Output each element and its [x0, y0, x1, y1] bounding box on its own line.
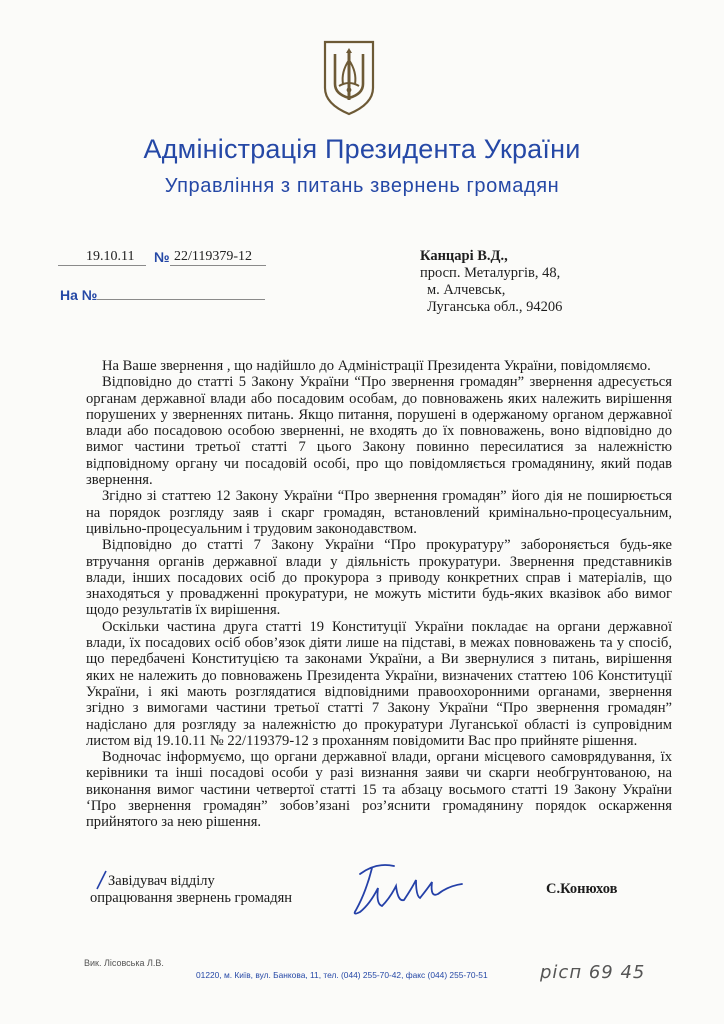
letter-number: 22/119379-12 — [174, 249, 253, 264]
department-name: Управління з питань звернень громадян — [164, 175, 560, 197]
recipient-name: Канцарі В.Д., — [420, 248, 508, 264]
recipient-city: м. Алчевськ, — [427, 282, 506, 298]
handwritten-registration-note: рісп 69 45 — [540, 962, 646, 983]
letter-body — [86, 358, 672, 831]
body-paragraph: Відповідно до статті 7 Закону України “Про прокуратуру” забороняється будь-яке втручання органів державної влади у діяльність прокуратури. Звернення представників влади, інших посадових осіб до прокурора з приводу конкретних справ і матеріалів, що знаходяться у провадженні прокуратури, не можуть містити будь-яких вказівок або вимог щодо результатів їх вирішення. — [86, 537, 672, 619]
in-reply-label: На № — [60, 287, 98, 303]
recipient-region: Луганська обл., 94206 — [427, 299, 563, 315]
in-reply-underline — [97, 299, 265, 300]
footer-address: 01220, м. Київ, вул. Банкова, 11, тел. (044) 255-70-42, факс (044) 255-70-51 — [196, 970, 488, 980]
ink-tick-mark — [94, 870, 108, 890]
trident-emblem-icon — [321, 38, 377, 118]
signer-name: С.Конюхов — [546, 881, 618, 897]
body-paragraph: На Ваше звернення , що надійшло до Адміністрації Президента України, повідомляємо. — [102, 358, 651, 374]
letter-date: 19.10.11 — [86, 249, 135, 264]
executor-name: Вик. Лісовська Л.В. — [84, 958, 164, 968]
body-paragraph: Водночас інформуємо, що органи державної влади, органи місцевого самоврядування, їх керівники та інші посадові особи у разі визнання заяви чи скарги необгрунтованою, на виконання вимог частини четвертої статті 15 та абзацу восьмого статті 19 Закону України ‘Про звернення громадян” зобов’язані роз’яснити громадянину порядок оскарження прийнятого за нею рішення. — [86, 749, 672, 831]
body-paragraph: Згідно зі статтею 12 Закону України “Про звернення громадян” його дія не поширюється на порядок розгляду заяв і скарг громадян, встановлений кримінально-процесуальним, цивільно-процесуальним і трудовим законодавством. — [86, 488, 672, 537]
signer-position-line1: Завідувач відділу — [108, 873, 215, 889]
handwritten-signature — [346, 858, 466, 920]
body-paragraph: Оскільки частина друга статті 19 Конституції України покладає на органи державної влади, їх посадових осіб обов’язок діяти лише на підставі, в межах повноважень та у спосіб, що передбачені Конституцією та законами України, а Ви звернулися з питань, вирішення яких не належить до повноважень Президента України, визначених статтею 106 Конституції України, і які мають розглядатися відповідними правоохоронними органами, звернення згідно з вимогами частини третьої статті 7 Закону України “Про звернення громадян” надіслано для розгляду за належністю до прокуратури Луганської області із супровідним листом від 19.10.11 № 22/119379-12 з проханням повідомити Вас про прийняте рішення. — [86, 618, 672, 749]
signer-position-line2: опрацювання звернень громадян — [90, 890, 293, 906]
organization-name: Адміністрація Президента України — [143, 134, 581, 164]
number-underline — [170, 265, 266, 266]
date-underline — [58, 265, 146, 266]
recipient-street: просп. Металургів, 48, — [420, 265, 561, 281]
number-sign: № — [154, 249, 170, 265]
body-paragraph: Відповідно до статті 5 Закону України “Про звернення громадян” звернення адресується органам державної влади або посадовим особам, до повноважень яких належить вирішення порушених у зверненнях питань. Якщо питання, порушені в одержаному органом державної влади або посадовою особою зверненні, не входять до їх повноважень, воно відповідно до вимог частини третьої статті 7 цього Закону повинно пересилатися за належністю відповідному органу чи посадовій особі, про що повідомляється громадянину, який подав звернення. — [86, 374, 672, 489]
